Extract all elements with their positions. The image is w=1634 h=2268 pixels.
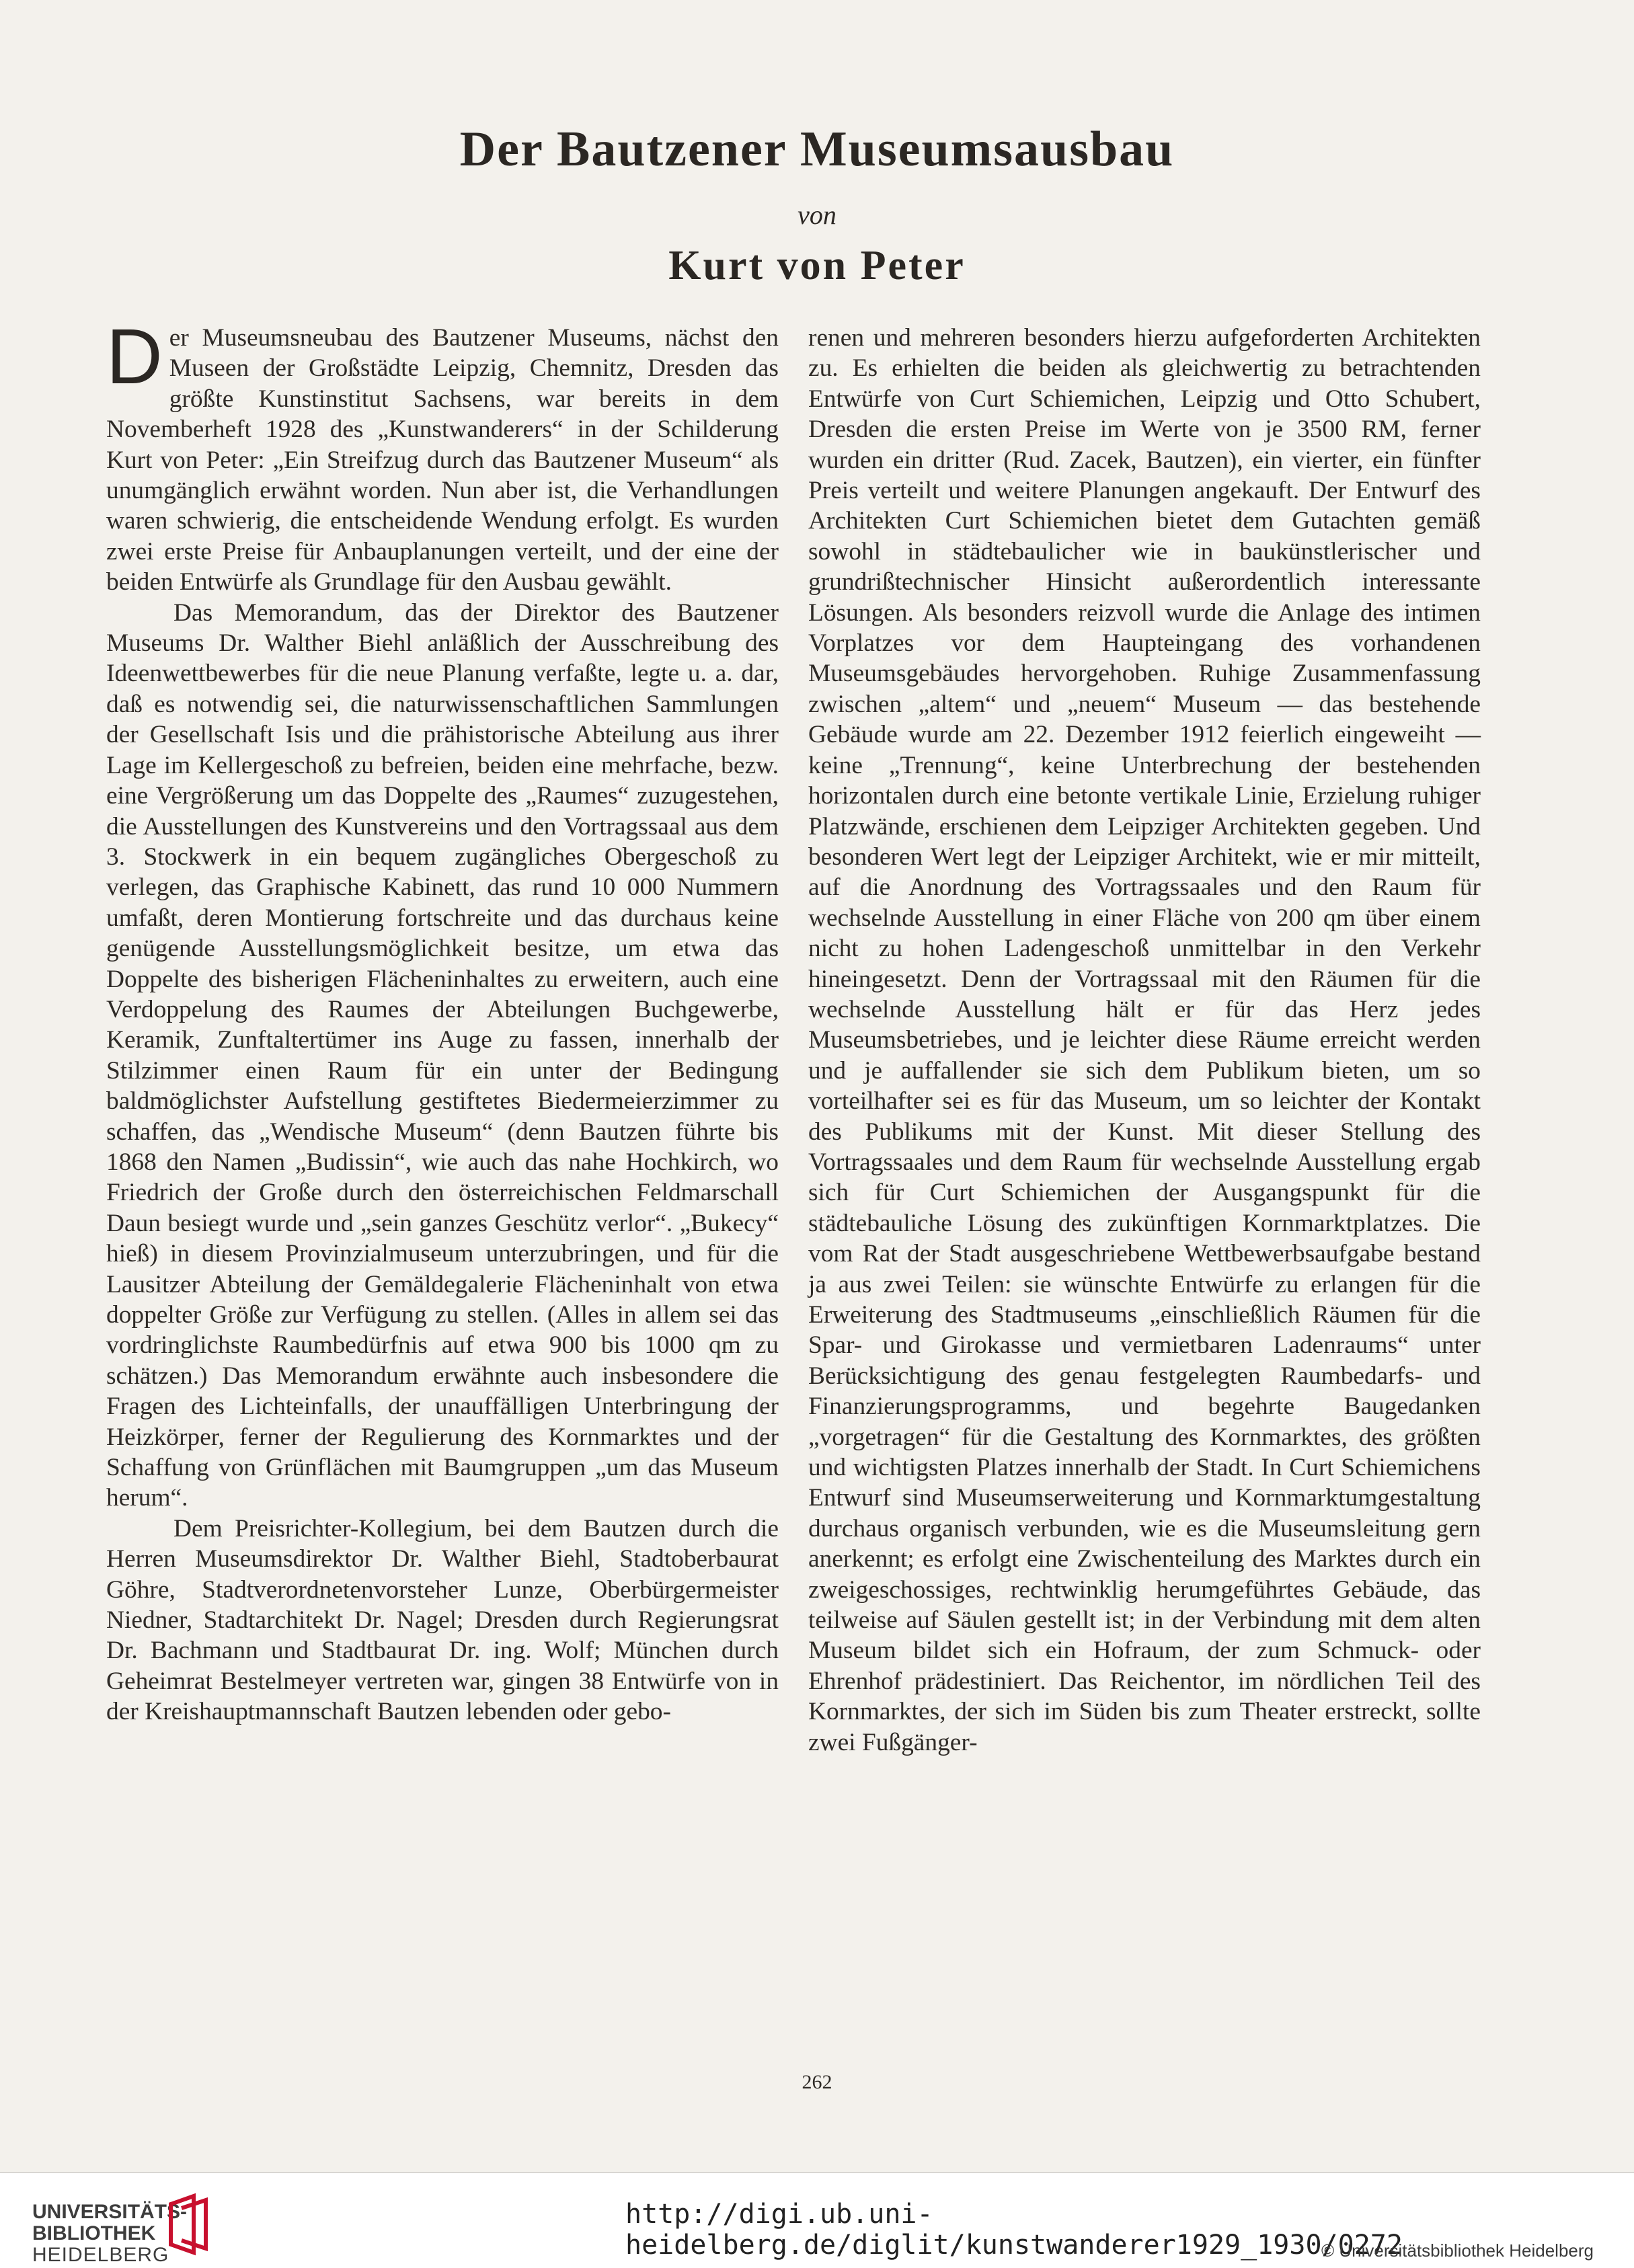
paragraph-3: Dem Preisrichter-Kollegium, bei dem Bautzen durch die Herren Museumsdirektor Dr. Walther Biehl, Stadtoberbaurat Göhre, Stadtverordnetenvorsteher Lunze, Oberbürgermeister Niedner, Stadtarchitekt Dr. Nagel; Dresden durch Regierungsrat Dr. Bachmann und Stadtbaurat Dr. ing. Wolf; München durch Geheimrat Bestelmeyer vertreten war, gingen 38 Entwürfe von in der Kreishauptmannschaft Bautzen lebenden oder gebo- bbox=[106, 1514, 779, 1726]
drop-cap: D bbox=[106, 313, 163, 400]
byline-von: von bbox=[797, 200, 837, 230]
article-title: Der Bautzener Museumsausbau bbox=[459, 122, 1175, 177]
paragraph-4: renen und mehreren besonders hierzu aufgeforderten Architekten zu. Es erhielten die beiden als gleichwertig zu betrachtenden Entwürfe von Curt Schiemichen, Leipzig und Otto Schubert, Dresden die ersten Preise im Werte von je 3500 RM, ferner wurden ein dritter (Rud. Zacek, Bautzen), ein vierter, ein fünfter Preis verteilt und weitere Planungen angekauft. Der Entwurf des Architekten Curt Schiemichen bietet dem Gutachten gemäß sowohl in städtebaulicher wie in baukünstlerischer und grundrißtechnischer Hinsicht außerordentlich interessante Lösungen. Als besonders reizvoll wurde die Anlage des intimen Vorplatzes vor dem Haupteingang des vorhandenen Museumsgebäudes hervorgehoben. Ruhige Zusammenfassung zwischen „altem“ und „neuem“ Museum — das bestehende Gebäude wurde am 22. Dezember 1912 feierlich eingeweiht — keine „Trennung“, keine Unterbrechung der bestehenden horizontalen durch eine betonte vertikale Linie, Erzielung ruhiger Platzwände, erschienen dem Leipziger Architekten gegeben. Und besonderen Wert legt der Leipziger Architekt, wie er mir mitteilt, auf die Anordnung des Vortragssaales und den Raum für wechselnde Ausstellung in einer Fläche von 200 qm über einem nicht zu hohen Ladengeschoß unmittelbar in den Verkehr hineingesetzt. Denn der Vortragssaal mit den Räumen für die wechselnde Ausstellung hält er für das Herz jedes Museumsbetriebes, und je leichter diese Räume erreicht werden und je auffallender sie sich dem Publikum bieten, um so vorteilhafter sei es für das Museum, um so leichter der Kontakt des Publikums mit der Kunst. Mit dieser Stellung des Vortragssaales und dem Raum für wechselnde Ausstellung ergab sich für Curt Schiemichen der Ausgangspunkt für die städtebauliche Lösung des zukünftigen Kornmarktplatzes. Die vom Rat der Stadt ausgeschriebene Wettbewerbsaufgabe bestand ja aus zwei Teilen: sie wünschte Entwürfe zu erlangen für die Erweiterung des Stadtmuseums „einschließlich Räumen für die Spar- und Girokasse und vermietbaren Ladenraums“ unter Berücksichtigung des genau festgelegten Raumbedarfs- und Finanzierungsprogramms, und begehrte Baugedanken „vorgetragen“ für die Gestaltung des Kornmarktes, des größten und wichtigsten Platzes innerhalb der Stadt. In Curt Schiemichens Entwurf sind Museumserweiterung und Kornmarktumgestaltung durchaus organisch verbunden, wie es die Museumsleitung gern anerkennt; es erfolgt eine Zwischenteilung des Marktes durch ein zweigeschossiges, rechtwinklig herumgeführtes Gebäude, das teilweise auf Säulen gestellt ist; in der Verbindung mit dem alten Museum bildet sich ein Hofraum, der zum Schmuck- oder Ehrenhof prädestiniert. Das Reichentor, im nördlichen Teil des Kornmarktes, der sich im Süden bis zum Theater erstreckt, sollte zwei Fußgänger- bbox=[808, 324, 1481, 1756]
left-column bbox=[106, 313, 779, 1727]
article-author: Kurt von Peter bbox=[668, 243, 966, 288]
library-logo-icon bbox=[167, 2192, 210, 2257]
library-logo-text bbox=[32, 2201, 187, 2266]
paragraph-1-text: er Museumsneubau des Bautzener Museums, nächst den Museen der Großstädte Leipzig, Chemnitz, Dresden das größte Kunstinstitut Sachsens, war bereits in dem Novemberheft 1928 des „Kunstwanderers“ in der Schilderung Kurt von Peter: „Ein Streifzug durch das Bautzener Museum“ als unumgänglich erwähnt worden. Nun aber ist, die Verhandlungen waren schwierig, die entscheidende Wendung erfolgt. Es wurden zwei erste Preise für Anbauplanungen verteilt, und der eine der beiden Entwürfe als Grundlage für den Ausbau gewählt. bbox=[106, 324, 779, 596]
paragraph-2: Das Memorandum, das der Direktor des Bautzener Museums Dr. Walther Biehl anläßlich der Ausschreibung des Ideenwettbewerbes für die neue Planung verfaßte, legte u. a. dar, daß es notwendig sei, die naturwissenschaftlichen Sammlungen der Gesellschaft Isis und die prähistorische Abteilung aus ihrer Lage im Kellergeschoß zu befreien, beiden eine mehrfache, bezw. eine Vergrößerung um das Doppelte des „Raumes“ zuzugestehen, die Ausstellungen des Kunstvereins und den Vortragssaal aus dem 3. Stockwerk in ein bequem zugängliches Obergeschoß zu verlegen, das Graphische Kabinett, das rund 10 000 Nummern umfaßt, deren Montierung fortschreite und das durchaus keine genügende Ausstellungsmöglichkeit besitze, um etwa das Doppelte des bisherigen Flächeninhaltes zu erweitern, auch eine Verdoppelung des Raumes der Abteilungen Buchgewerbe, Keramik, Zunftaltertümer ins Auge zu fassen, innerhalb der Stilzimmer einen Raum für ein unter der Bedingung baldmöglichster Aufstellung gestiftetes Biedermeierzimmer zu schaffen, das „Wendische Museum“ (denn Bautzen führte bis 1868 den Namen „Budissin“, wie auch das nahe Hochkirch, wo Friedrich der Große durch den österreichischen Feldmarschall Daun besiegt wurde und „sein ganzes Geschütz verlor“. „Bukecy“ hieß) in diesem Provinzialmuseum unterzubringen, und für die Lausitzer Abteilung der Gemäldegalerie Flächeninhalt von etwa doppelter Größe zur Verfügung zu stellen. (Alles in allem sei das vordringlichste Raumbedürfnis auf etwa 900 bis 1000 qm zu schätzen.) Das Memorandum erwähnte auch insbesondere die Fragen des Lichteinfalls, der unauffälligen Unterbringung der Heizkörper, ferner der Regulierung des Kornmarktes und der Schaffung von Grünflächen mit Baumgruppen „um das Museum herum“. bbox=[106, 598, 779, 1512]
permalink-url[interactable]: http://digi.ub.uni-heidelberg.de/diglit/kunstwanderer1929_1930/0272 bbox=[625, 2199, 1403, 2261]
library-footer bbox=[0, 2172, 1634, 2268]
logo-line-2: BIBLIOTHEK bbox=[32, 2222, 156, 2244]
right-column bbox=[808, 323, 1481, 1758]
page-number: 262 bbox=[802, 2071, 832, 2093]
logo-line-3: HEIDELBERG bbox=[32, 2244, 169, 2266]
paragraph-1 bbox=[106, 313, 779, 598]
logo-line-1: UNIVERSITÄTS- bbox=[32, 2201, 188, 2223]
copyright-notice: © Universitätsbibliothek Heidelberg bbox=[1321, 2240, 1594, 2261]
